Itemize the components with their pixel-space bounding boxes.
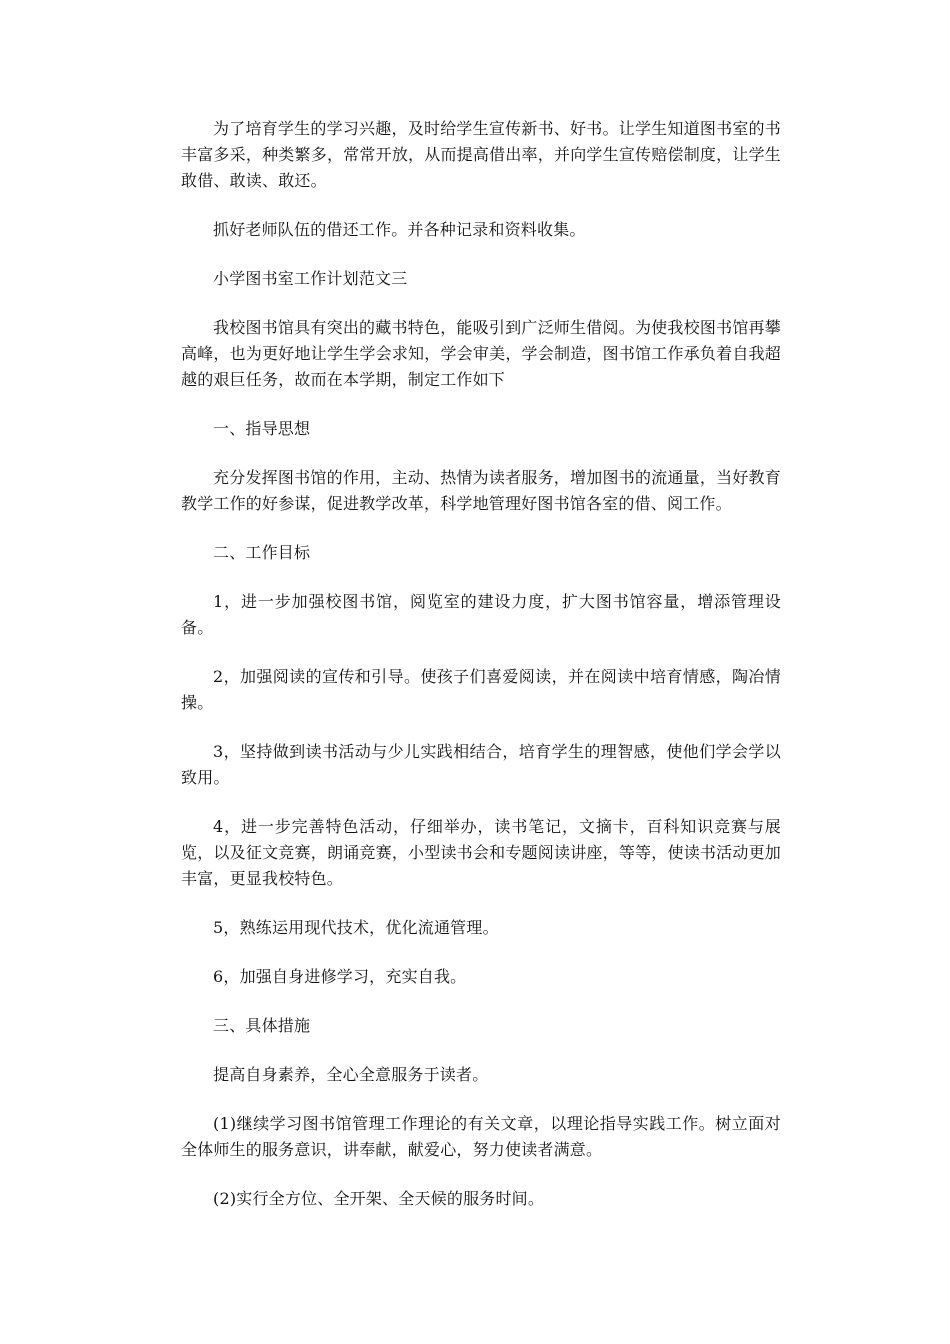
paragraph-guiding-thought: 充分发挥图书馆的作用，主动、热情为读者服务，增加图书的流通量，当好教育教学工作的好参谋，促进教学改革，科学地管理好图书馆各室的借、阅工作。 [181, 468, 781, 513]
measure-item-2: (2)实行全方位、全开架、全天候的服务时间。 [213, 1189, 545, 1208]
section-title-sample-three: 小学图书室工作计划范文三 [213, 269, 408, 288]
paragraph-library-features: 我校图书馆具有突出的藏书特色，能吸引到广泛师生借阅。为使我校图书馆再攀高峰，也为更好地让学生学会求知，学会审美，学会制造，图书馆工作承负着自我超越的艰巨任务，故而在本学期，制定工作如下 [181, 318, 781, 389]
goal-item-2: 2，加强阅读的宣传和引导。使孩子们喜爱阅读，并在阅读中培育情感，陶冶情操。 [181, 667, 781, 712]
goal-item-4: 4，进一步完善特色活动，仔细举办，读书笔记，文摘卡，百科知识竞赛与展览，以及征文竞赛，朗诵竞赛，小型读书会和专题阅读讲座，等等，使读书活动更加丰富，更显我校特色。 [181, 817, 781, 888]
measure-item-1: (1)继续学习图书馆管理工作理论的有关文章，以理论指导实践工作。树立面对全体师生的服务意识，讲奉献，献爱心，努力使读者满意。 [181, 1114, 781, 1159]
paragraph-improve-quality: 提高自身素养，全心全意服务于读者。 [213, 1065, 489, 1084]
goal-item-3: 3，坚持做到读书活动与少儿实践相结合，培育学生的理智感，使他们学会学以致用。 [181, 742, 781, 787]
paragraph-teacher-borrowing: 抓好老师队伍的借还工作。并各种记录和资料收集。 [213, 220, 586, 239]
goal-item-6: 6，加强自身进修学习，充实自我。 [213, 967, 467, 986]
heading-guiding-thought: 一、指导思想 [213, 419, 311, 438]
heading-specific-measures: 三、具体措施 [213, 1016, 311, 1035]
goal-item-1: 1，进一步加强校图书馆，阅览室的建设力度，扩大图书馆容量，增添管理设备。 [181, 592, 781, 637]
document-page [181, 116, 781, 1235]
goal-item-5: 5，熟练运用现代技术，优化流通管理。 [213, 918, 499, 937]
heading-work-goals: 二、工作目标 [213, 543, 311, 562]
paragraph-intro-interest: 为了培育学生的学习兴趣，及时给学生宣传新书、好书。让学生知道图书室的书丰富多采，种类繁多，常常开放，从而提高借出率，并向学生宣传赔偿制度，让学生敢借、敢读、敢还。 [181, 119, 781, 190]
